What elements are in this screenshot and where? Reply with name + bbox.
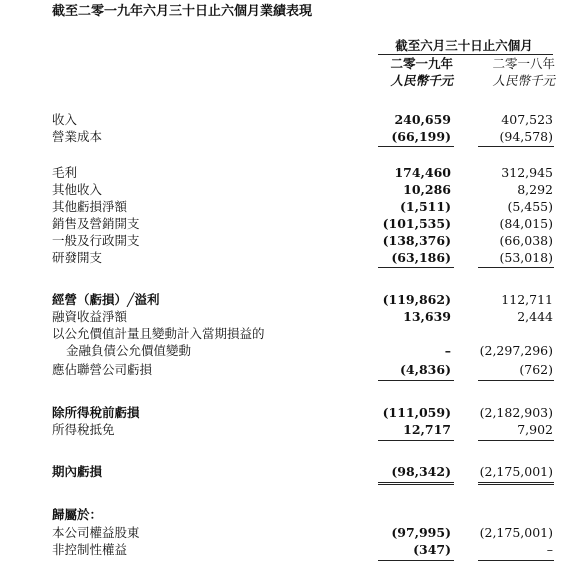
currency-2019-header: 人民幣千元 <box>390 73 453 88</box>
row-admin-expenses <box>0 232 576 249</box>
row-label: 一般及行政開支 <box>52 233 140 248</box>
value-2018: 8,292 <box>517 182 553 197</box>
value-2018: (2,175,001) <box>479 464 553 479</box>
row-income-tax <box>0 421 576 438</box>
value-2019: 13,639 <box>403 309 451 324</box>
row-non-controlling <box>0 541 576 558</box>
value-2018: (2,182,903) <box>479 405 553 420</box>
row-label: 除所得稅前虧損 <box>52 405 140 420</box>
row-operating-result <box>0 291 576 308</box>
value-2018: (84,015) <box>499 216 553 231</box>
row-label: 以公允價值計量且變動計入當期損益的 <box>52 326 265 341</box>
row-label: 本公司權益股東 <box>52 525 140 540</box>
row-attributable-to <box>0 506 576 523</box>
value-2019: 12,717 <box>403 422 451 437</box>
value-2018: (762) <box>519 362 553 377</box>
value-2019: (98,342) <box>391 464 451 479</box>
value-2018: (5,455) <box>507 199 553 214</box>
row-fvtpl-line2 <box>0 342 576 359</box>
double-underline-2018-bottom <box>478 484 554 485</box>
row-label: 研發開支 <box>52 250 103 265</box>
row-equity-shareholders <box>0 524 576 541</box>
row-label: 毛利 <box>52 165 78 180</box>
year-2019-header: 二零一九年 <box>390 56 453 71</box>
row-other-losses <box>0 198 576 215</box>
value-2019: (4,836) <box>400 362 451 377</box>
value-2019: (111,059) <box>382 405 451 420</box>
row-label: 經營（虧損）╱溢利 <box>52 292 160 307</box>
row-label: 融資收益淨額 <box>52 309 128 324</box>
value-2018: (94,578) <box>499 129 553 144</box>
row-finance-income <box>0 308 576 325</box>
row-fvtpl-line1 <box>0 325 576 342</box>
row-label: 應佔聯營公司虧損 <box>52 362 153 377</box>
value-2019: (138,376) <box>382 233 451 248</box>
page-title: 截至二零一九年六月三十日止六個月業績表現 <box>52 4 313 19</box>
value-2018: 407,523 <box>501 112 553 127</box>
row-label: 期內虧損 <box>52 464 103 479</box>
value-2019: – <box>444 343 451 358</box>
value-2019: (1,511) <box>400 199 451 214</box>
currency-2018-header: 人民幣千元 <box>492 73 555 88</box>
value-2019: 10,286 <box>403 182 451 197</box>
double-underline-2018-top <box>478 482 554 483</box>
underline-2019 <box>378 146 454 147</box>
value-2018: (66,038) <box>499 233 553 248</box>
value-2018: (2,175,001) <box>479 525 553 540</box>
underline-2018 <box>478 267 554 268</box>
underline-2019 <box>378 380 454 381</box>
row-label: 營業成本 <box>52 129 103 144</box>
value-2018: (2,297,296) <box>479 343 553 358</box>
value-2018: 312,945 <box>501 165 553 180</box>
row-associate-losses <box>0 361 576 378</box>
row-gross-profit <box>0 164 576 181</box>
value-2019: (66,199) <box>391 129 451 144</box>
value-2019: (101,535) <box>382 216 451 231</box>
row-selling-expenses <box>0 215 576 232</box>
period-header: 截至六月三十日止六個月 <box>395 38 533 53</box>
row-loss-for-period <box>0 463 576 480</box>
year-2018-header: 二零一八年 <box>492 56 555 71</box>
row-label: 其他收入 <box>52 182 103 197</box>
row-label: 所得稅抵免 <box>52 422 115 437</box>
underline-2018 <box>478 146 554 147</box>
underline-2018 <box>478 560 554 561</box>
row-label: 金融負債公允價值變動 <box>66 343 192 358</box>
row-label: 歸屬於： <box>52 507 103 522</box>
row-loss-before-tax <box>0 404 576 421</box>
double-underline-2019-bottom <box>378 484 454 485</box>
value-2019: (63,186) <box>391 250 451 265</box>
underline-2019 <box>378 267 454 268</box>
row-label: 銷售及營銷開支 <box>52 216 140 231</box>
value-2019: (347) <box>413 542 451 557</box>
value-2019: 240,659 <box>394 112 451 127</box>
value-2018: (53,018) <box>499 250 553 265</box>
row-cost-of-sales <box>0 128 576 145</box>
value-2018: – <box>546 542 553 557</box>
double-underline-2019-top <box>378 482 454 483</box>
value-2019: (119,862) <box>382 292 451 307</box>
row-label: 其他虧損淨額 <box>52 199 128 214</box>
underline-2018 <box>478 440 554 441</box>
underline-2019 <box>378 560 454 561</box>
value-2018: 7,902 <box>517 422 553 437</box>
row-other-income <box>0 181 576 198</box>
row-rd-expenses <box>0 249 576 266</box>
value-2018: 2,444 <box>517 309 553 324</box>
value-2019: (97,995) <box>391 525 451 540</box>
underline-2018 <box>478 380 554 381</box>
value-2018: 112,711 <box>501 292 553 307</box>
value-2019: 174,460 <box>394 165 451 180</box>
row-label: 收入 <box>52 112 78 127</box>
underline-2019 <box>378 440 454 441</box>
row-label: 非控制性權益 <box>52 542 128 557</box>
row-revenue <box>0 111 576 128</box>
